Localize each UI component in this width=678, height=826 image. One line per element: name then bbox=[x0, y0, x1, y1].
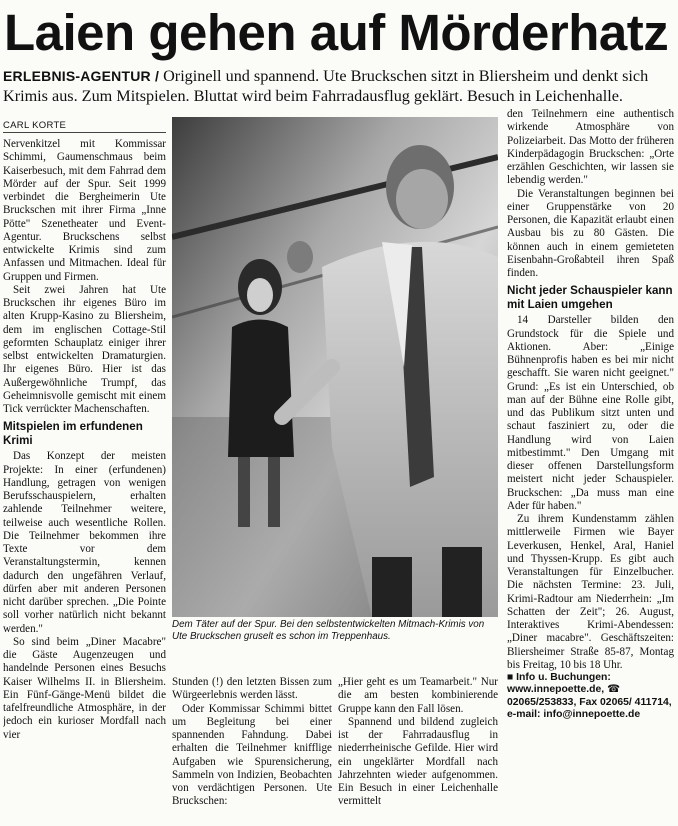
deck-kicker: ERLEBNIS-AGENTUR / bbox=[3, 68, 160, 84]
paragraph: Oder Kommissar Schimmi bittet um Begleitung bei einer spannenden Fahndung. Dabei erhalten die Teilnehmer knifflige Aufgaben wie Spurensicherung, Sammeln von Indizien, Beobachten von verdächtigen Personen. Ute Bruckschen: bbox=[172, 702, 332, 808]
headline: Laien gehen auf Mörderhatz bbox=[4, 4, 669, 61]
subheading: Mitspielen im erfundenen Krimi bbox=[3, 420, 143, 447]
subheading: Nicht jeder Schauspieler kann mit Laien umgehen bbox=[507, 284, 673, 311]
paragraph: „Hier geht es um Teamarbeit." Nur die am besten kombinierende Gruppe kann den Fall lösen. bbox=[338, 676, 498, 715]
paragraph: den Teilnehmern eine authentisch wirkende Atmosphäre von Polizeiarbeit. Das Motto der früheren Kinderpädagogin Bruckschen: „Orte erzählen Geschichten, wir lassen sie lebendig werden." bbox=[507, 108, 674, 187]
photo-caption: Dem Täter auf der Spur. Bei den selbstentwickelten Mitmach-Krimis von Ute Bruckschen gruselt es schon im Treppenhaus. bbox=[172, 619, 485, 642]
paragraph: Spannend und bildend zugleich ist der Fahrradausflug in niederrheinische Gefilde. Hier wird ein ungeklärter Mordfall nach Jahrzehnten wieder aufgenommen. Ein Besuch in einer Leichenhalle vermittelt bbox=[338, 715, 498, 808]
column-3 bbox=[338, 676, 498, 826]
paragraph: Das Konzept der meisten Projekte: In einer (erfundenen) Handlung, getragen von wenigen Berufsschauspielern, erhalten zahlende Teilnehmer weitere, teilweise auch wesentliche Rollen. Die Teilnehmer bekommen ihre Texte vor dem Veranstaltungstermin, kennen dadurch den ungefähren Verlauf, dürfen aber mit anderen Personen nicht darüber sprechen. „Die Pointe soll vorher natürlich nicht bekannt werden." bbox=[3, 450, 166, 635]
column-1 bbox=[3, 138, 166, 826]
column-2 bbox=[172, 676, 332, 826]
photo-illustration bbox=[172, 117, 498, 617]
photo-image bbox=[172, 117, 498, 617]
paragraph: Die Veranstaltungen beginnen bei einer Gruppenstärke von 20 Personen, die Kapazität erlaubt einen Ausbau bis zu 80 Gästen. Die können auch in einem gemieteten Eisenbahn-Großabteil ihren Spaß finden. bbox=[507, 187, 674, 279]
paragraph: Zu ihrem Kundenstamm zählen mittlerweile Firmen wie Bayer Leverkusen, Henkel, Aral, Haniel und Thyssen-Krupp. Es gibt auch Veranstaltungen für Einzelbucher. Die nächsten Termine: 23. Juli, Krimi-Radtour am Niederrhein: „Im Schatten der Zeit"; 26. August, Interaktives Krimi-Abendessen: „Diner macabre". Geschäftszeiten: Bliersheimer Straße 85-87, Montag bis Freitag, 10 bis 18 Uhr. bbox=[507, 513, 674, 671]
article-photo bbox=[172, 117, 498, 617]
paragraph: So sind beim „Diner Macabre" die Gäste Augenzeugen und handelnde Personen eines Besuchs Kaiser Wilhelms II. in Bliersheim. Ein Fünf-Gänge-Menü bildet die tafelfreundliche Atmosphäre, in der jedoch ein kurioser Mordfall nach vier bbox=[3, 635, 166, 741]
article-deck bbox=[3, 66, 673, 106]
column-4 bbox=[507, 108, 674, 826]
author-byline: CARL KORTE bbox=[3, 120, 166, 133]
paragraph: Stunden (!) den letzten Bissen zum Würgeerlebnis werden lässt. bbox=[172, 676, 332, 702]
contact-info: ■ Info u. Buchungen: www.innepoette.de, ☎ 02065/253833, Fax 02065/ 411714, e-mail: info@innepoette.de bbox=[507, 672, 672, 721]
paragraph: Nervenkitzel mit Kommissar Schimmi, Gaumenschmaus beim Kaiserbesuch, mit dem Fahrrad dem Mörder auf der Spur. Seit 1999 verbindet die Bergheimerin Ute Bruckschen mit ihrer Firma „Inne Pötte" Szenetheater und Event-Agentur. Bruckschens selbst entwickelte Krimis sind zum Anfassen und Mitmachen. Ideal für Gruppen und Firmen. bbox=[3, 138, 166, 283]
deck-text: Originell und spannend. Ute Bruckschen sitzt in Bliersheim und denkt sich Krimis aus. Zum Mitspielen. Bluttat wird beim Fahrradausflug geklärt. Besuch in Leichenhalle. bbox=[3, 67, 649, 105]
paragraph: 14 Darsteller bilden den Grundstock für die Spiele und Aktionen. Aber: „Einige Bühnenprofis haben es bei mir nicht geschafft. Sie waren nicht geeignet." Grund: „Es ist ein Unterschied, ob man auf der Bühne eine Rolle gibt, und das Publikum sitzt unten und schaut fasziniert zu, oder die Handlung wird von Laien mitbestimmt." Den Umgang mit dieser offenen Darstellungsform meistert nicht jeder Schauspieler. Bruckschen: „Da muss man eine Ader für haben." bbox=[507, 314, 674, 512]
paragraph: Seit zwei Jahren hat Ute Bruckschen ihr eigenes Büro im alten Krupp-Kasino zu Bliersheim, dem im englischen Cottage-Stil geformten Schauplatz einiger ihrer selbst entwickelten Dramaturgien. Ihr eigenes Büro. Hier ist das Außergewöhnliche Trumpf, das Geheimnisvolle gemischt mit einem Tick verrückter Machenschaften. bbox=[3, 283, 166, 415]
